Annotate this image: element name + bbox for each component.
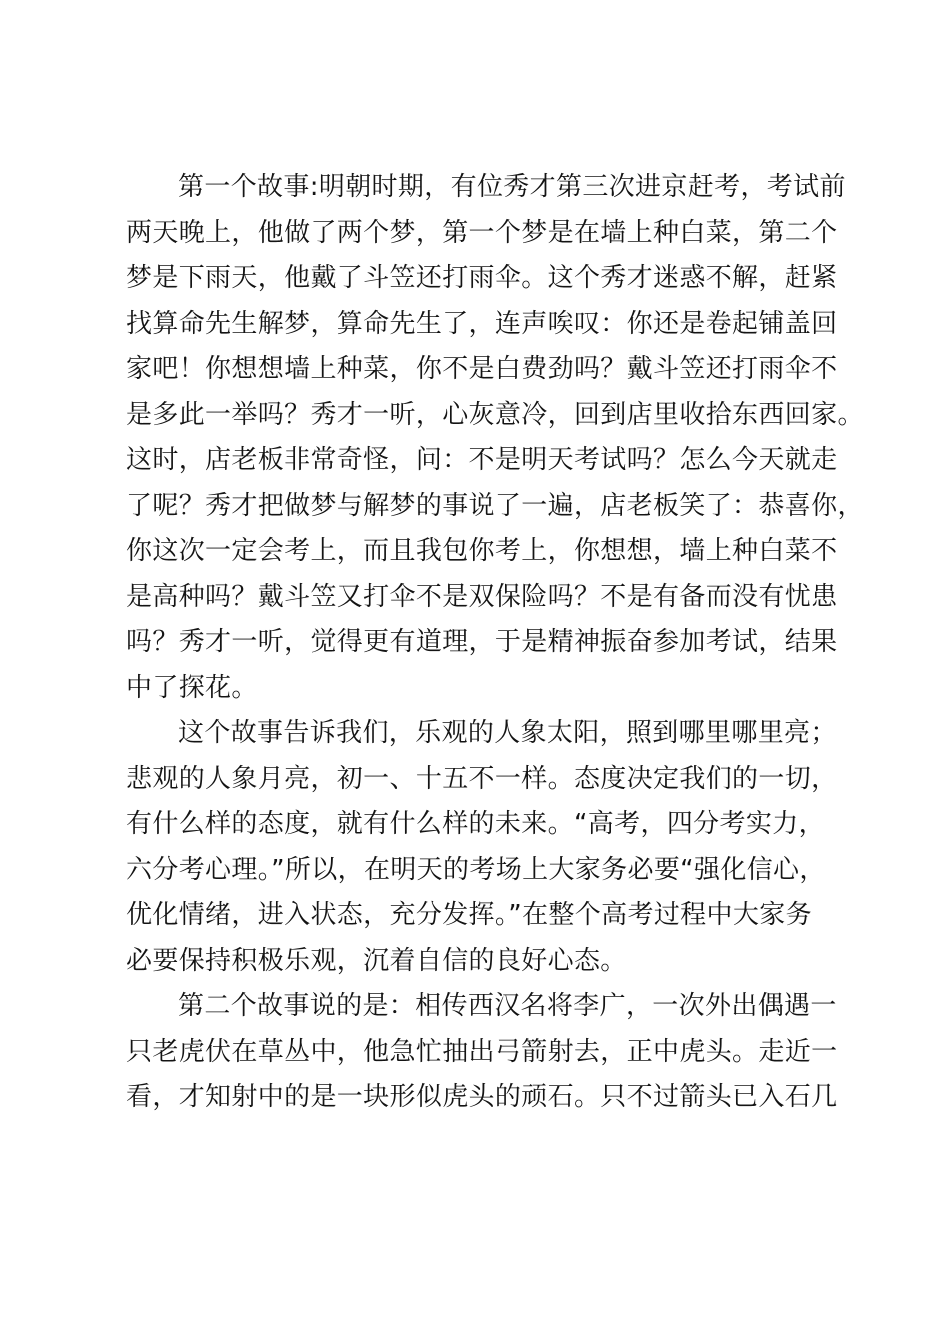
paragraph-story-two: [126, 984, 856, 1121]
text-line: 是高种吗？戴斗笠又打伞不是双保险吗？不是有备而没有忧患: [126, 581, 838, 612]
text-line: 必要保持积极乐观，沉着自信的良好心态。: [126, 945, 627, 976]
text-line: 这个故事告诉我们，乐观的人象太阳，照到哪里哪里亮；: [178, 718, 837, 748]
text-line: 了呢？秀才把做梦与解梦的事说了一遍，店老板笑了：恭喜你，: [126, 490, 864, 521]
document-body: [126, 165, 864, 1121]
text-line: 梦是下雨天，他戴了斗笠还打雨伞。这个秀才迷惑不解，赶紧: [126, 263, 838, 293]
text-line: 这时，店老板非常奇怪，问：不是明天考试吗？怎么今天就走: [126, 445, 838, 475]
text-line: 第二个故事说的是：相传西汉名将李广，一次外出偶遇一: [178, 991, 837, 1021]
text-line: 找算命先生解梦，算命先生了，连声唉叹：你还是卷起铺盖回: [126, 308, 838, 339]
text-line: 是多此一举吗？秀才一听，心灰意冷，回到店里收拾东西回家。: [126, 399, 864, 430]
paragraph-lesson: [126, 711, 856, 984]
text-line: 看，才知射中的是一块形似虎头的顽石。只不过箭头已入石几: [126, 1082, 838, 1112]
text-line: 悲观的人象月亮，初一、十五不一样。态度决定我们的一切，: [126, 763, 838, 794]
text-line: 第一个故事:明朝时期，有位秀才第三次进京赶考，考试前: [178, 172, 846, 202]
text-line: 家吧！你想想墙上种菜，你不是白费劲吗？戴斗笠还打雨伞不: [126, 354, 838, 384]
text-line: 你这次一定会考上，而且我包你考上，你想想，墙上种白菜不: [126, 536, 838, 566]
paragraph-story-one: [126, 165, 864, 711]
text-line: 优化情绪，进入状态，充分发挥。”在整个高考过程中大家务: [126, 900, 812, 930]
text-line: 两天晚上，他做了两个梦，第一个梦是在墙上种白菜，第二个: [126, 217, 838, 248]
text-line: 中了探花。: [126, 672, 258, 703]
text-line: 吗？秀才一听，觉得更有道理，于是精神振奋参加考试，结果: [126, 627, 838, 657]
text-line: 六分考心理。”所以，在明天的考场上大家务必要“强化信心，: [126, 854, 826, 885]
text-line: 有什么样的态度，就有什么样的未来。“高考，四分考实力，: [126, 809, 825, 839]
text-line: 只老虎伏在草丛中，他急忙抽出弓箭射去，正中虎头。走近一: [126, 1036, 838, 1067]
